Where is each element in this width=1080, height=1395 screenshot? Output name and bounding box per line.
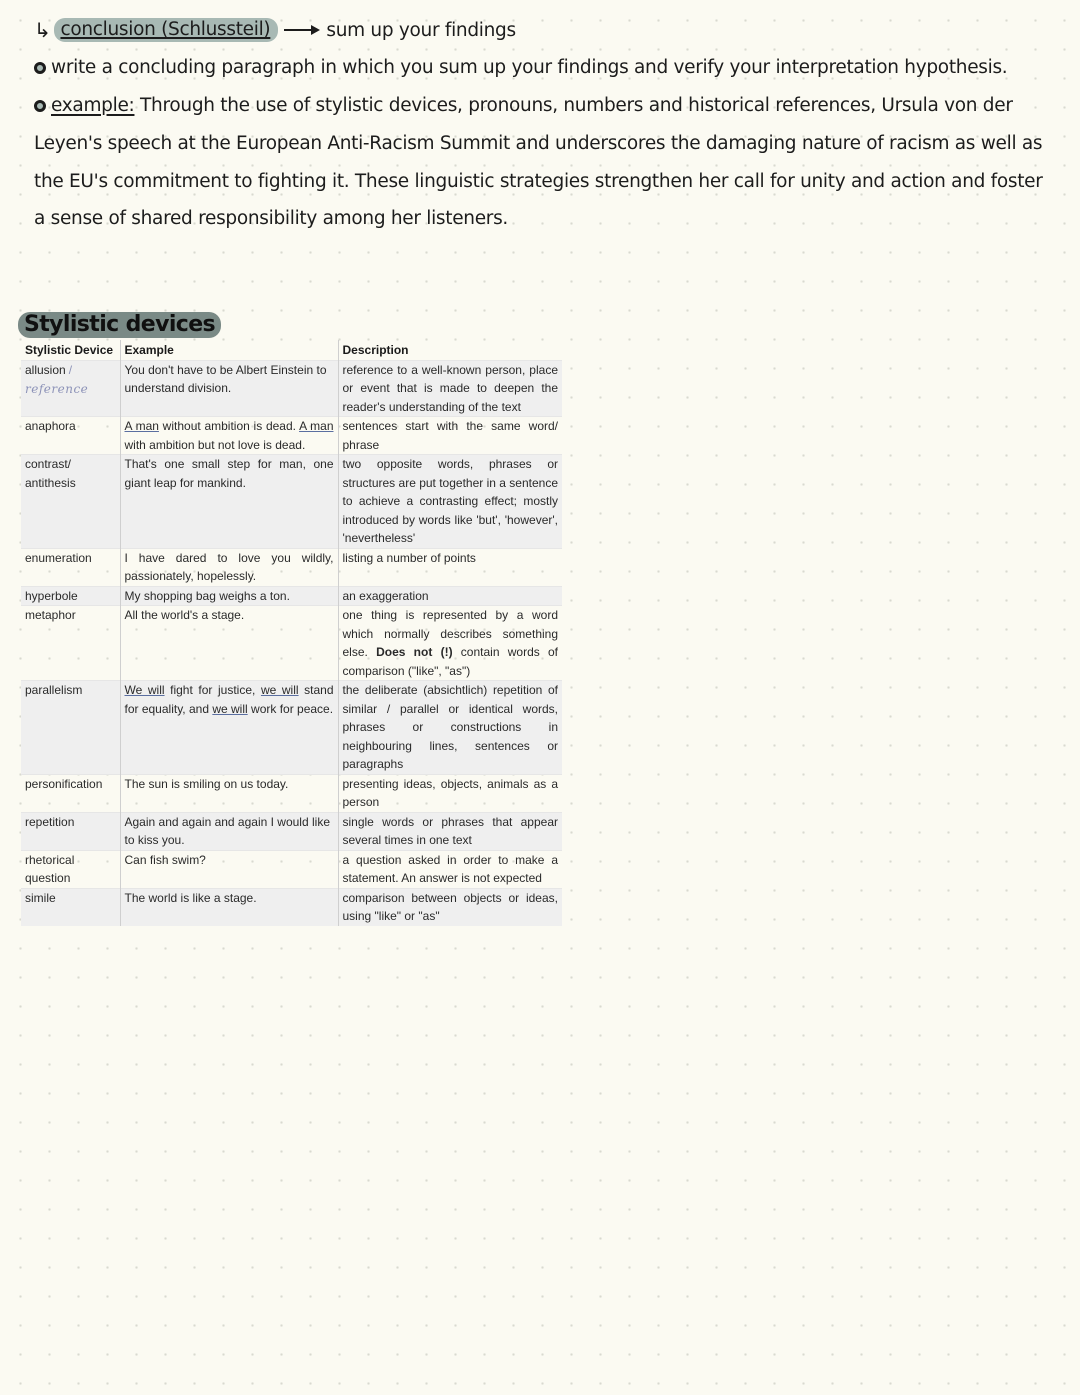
device-cell: anaphora	[21, 417, 120, 455]
example-label: example:	[51, 95, 135, 116]
table-row	[21, 850, 562, 888]
stylistic-devices-table	[21, 340, 562, 926]
underlined-phrase: We will	[124, 683, 165, 697]
table-row	[21, 606, 562, 681]
example-cell: Again and again and again I would like to kiss you.	[120, 812, 338, 850]
device-cell: enumeration	[21, 548, 120, 586]
handwritten-note: reference	[25, 382, 89, 396]
device-cell: parallelism	[21, 681, 120, 775]
conclusion-arrow-text: sum up your findings	[326, 19, 516, 41]
description-cell: listing a number of points	[338, 548, 562, 586]
device-cell: personification	[21, 774, 120, 812]
device-cell: contrast/ antithesis	[21, 455, 120, 549]
underlined-phrase: we will	[212, 701, 248, 716]
device-cell	[21, 360, 120, 417]
description-cell: single words or phrases that appear several times in one text	[338, 812, 562, 850]
description-cell: two opposite words, phrases or structures are put together in a sentence to achieve a contrasting effect; mostly introduced by words like 'but', 'however', 'nevertheless'	[338, 455, 562, 549]
example-line-3: the EU's commitment to fighting it. These linguistic strategies strengthen her call for unity and action and foster	[34, 171, 1043, 192]
table-header-row	[21, 340, 562, 360]
description-cell: comparison between objects or ideas, using "like" or "as"	[338, 888, 562, 926]
table-row	[21, 812, 562, 850]
device-cell: rhetorical question	[21, 850, 120, 888]
device-cell: repetition	[21, 812, 120, 850]
example-cell	[120, 681, 338, 775]
slash-mark: /	[68, 362, 73, 377]
bullet-icon	[34, 62, 46, 74]
example-cell: I have dared to love you wildly, passionately, hopelessly.	[120, 548, 338, 586]
column-header-description: Description	[338, 340, 562, 360]
table-row	[21, 774, 562, 812]
table-row	[21, 455, 562, 549]
table-row	[21, 360, 562, 417]
device-cell: metaphor	[21, 606, 120, 681]
example-line-2: Leyen's speech at the European Anti-Racism Summit and underscores the damaging nature of racism as well as	[34, 133, 1043, 154]
example-line-1	[34, 95, 1013, 116]
description-cell: a question asked in order to make a statement. An answer is not expected	[338, 850, 562, 888]
conclusion-heading	[34, 18, 516, 42]
description-cell: sentences start with the same word/ phrase	[338, 417, 562, 455]
example-cell: The sun is smiling on us today.	[120, 774, 338, 812]
example-line-4: a sense of shared responsibility among her listeners.	[34, 208, 509, 229]
hook-arrow-icon: ↳	[34, 18, 51, 42]
example-cell: That's one small step for man, one giant leap for mankind.	[120, 455, 338, 549]
description-bold: Does not (!)	[376, 645, 453, 659]
example-cell: The world is like a stage.	[120, 888, 338, 926]
underlined-phrase: A man	[124, 419, 159, 433]
column-header-example: Example	[120, 340, 338, 360]
section-title: Stylistic devices	[18, 312, 221, 338]
table-row	[21, 888, 562, 926]
bullet-icon	[34, 100, 46, 112]
table-row	[21, 417, 562, 455]
example-text: with ambition but not love is dead.	[124, 437, 306, 452]
instruction-text: write a concluding paragraph in which you sum up your findings and verify your interpretation hypothesis.	[51, 57, 1008, 78]
description-cell: reference to a well-known person, place or event that is made to deepen the reader's understanding of the text	[338, 360, 562, 417]
table-row	[21, 681, 562, 775]
device-cell: hyperbole	[21, 586, 120, 606]
example-text: fight for justice,	[164, 683, 261, 697]
example-text: stand for equality, and	[124, 683, 334, 716]
example-text: work for peace.	[247, 701, 334, 716]
table-row	[21, 586, 562, 606]
description-cell: an exaggeration	[338, 586, 562, 606]
device-name: allusion	[25, 362, 66, 377]
example-cell: My shopping bag weighs a ton.	[120, 586, 338, 606]
example-cell	[120, 417, 338, 455]
example-cell: Can fish swim?	[120, 850, 338, 888]
description-cell	[338, 606, 562, 681]
description-text: contain words of comparison ("like", "as")	[342, 645, 558, 678]
right-arrow-icon	[284, 23, 320, 37]
description-cell: the deliberate (absichtlich) repetition of similar / parallel or identical words, phrases or constructions in neighbouring lines, sentences or paragraphs	[338, 681, 562, 775]
description-text: one thing is represented by a word which normally describes something else.	[342, 608, 558, 659]
instruction-line	[34, 57, 1007, 78]
example-text-1: Through the use of stylistic devices, pronouns, numbers and historical references, Ursula von der	[134, 95, 1013, 116]
description-cell: presenting ideas, objects, animals as a person	[338, 774, 562, 812]
table-row	[21, 548, 562, 586]
column-header-device: Stylistic Device	[25, 343, 114, 357]
device-cell: simile	[21, 888, 120, 926]
underlined-phrase: we will	[260, 683, 299, 697]
example-cell: All the world's a stage.	[120, 606, 338, 681]
example-cell: You don't have to be Albert Einstein to understand division.	[120, 360, 338, 417]
conclusion-title: conclusion (Schlussteil)	[54, 18, 278, 42]
underlined-phrase: A man	[299, 419, 334, 433]
example-text: without ambition is dead.	[158, 419, 300, 433]
